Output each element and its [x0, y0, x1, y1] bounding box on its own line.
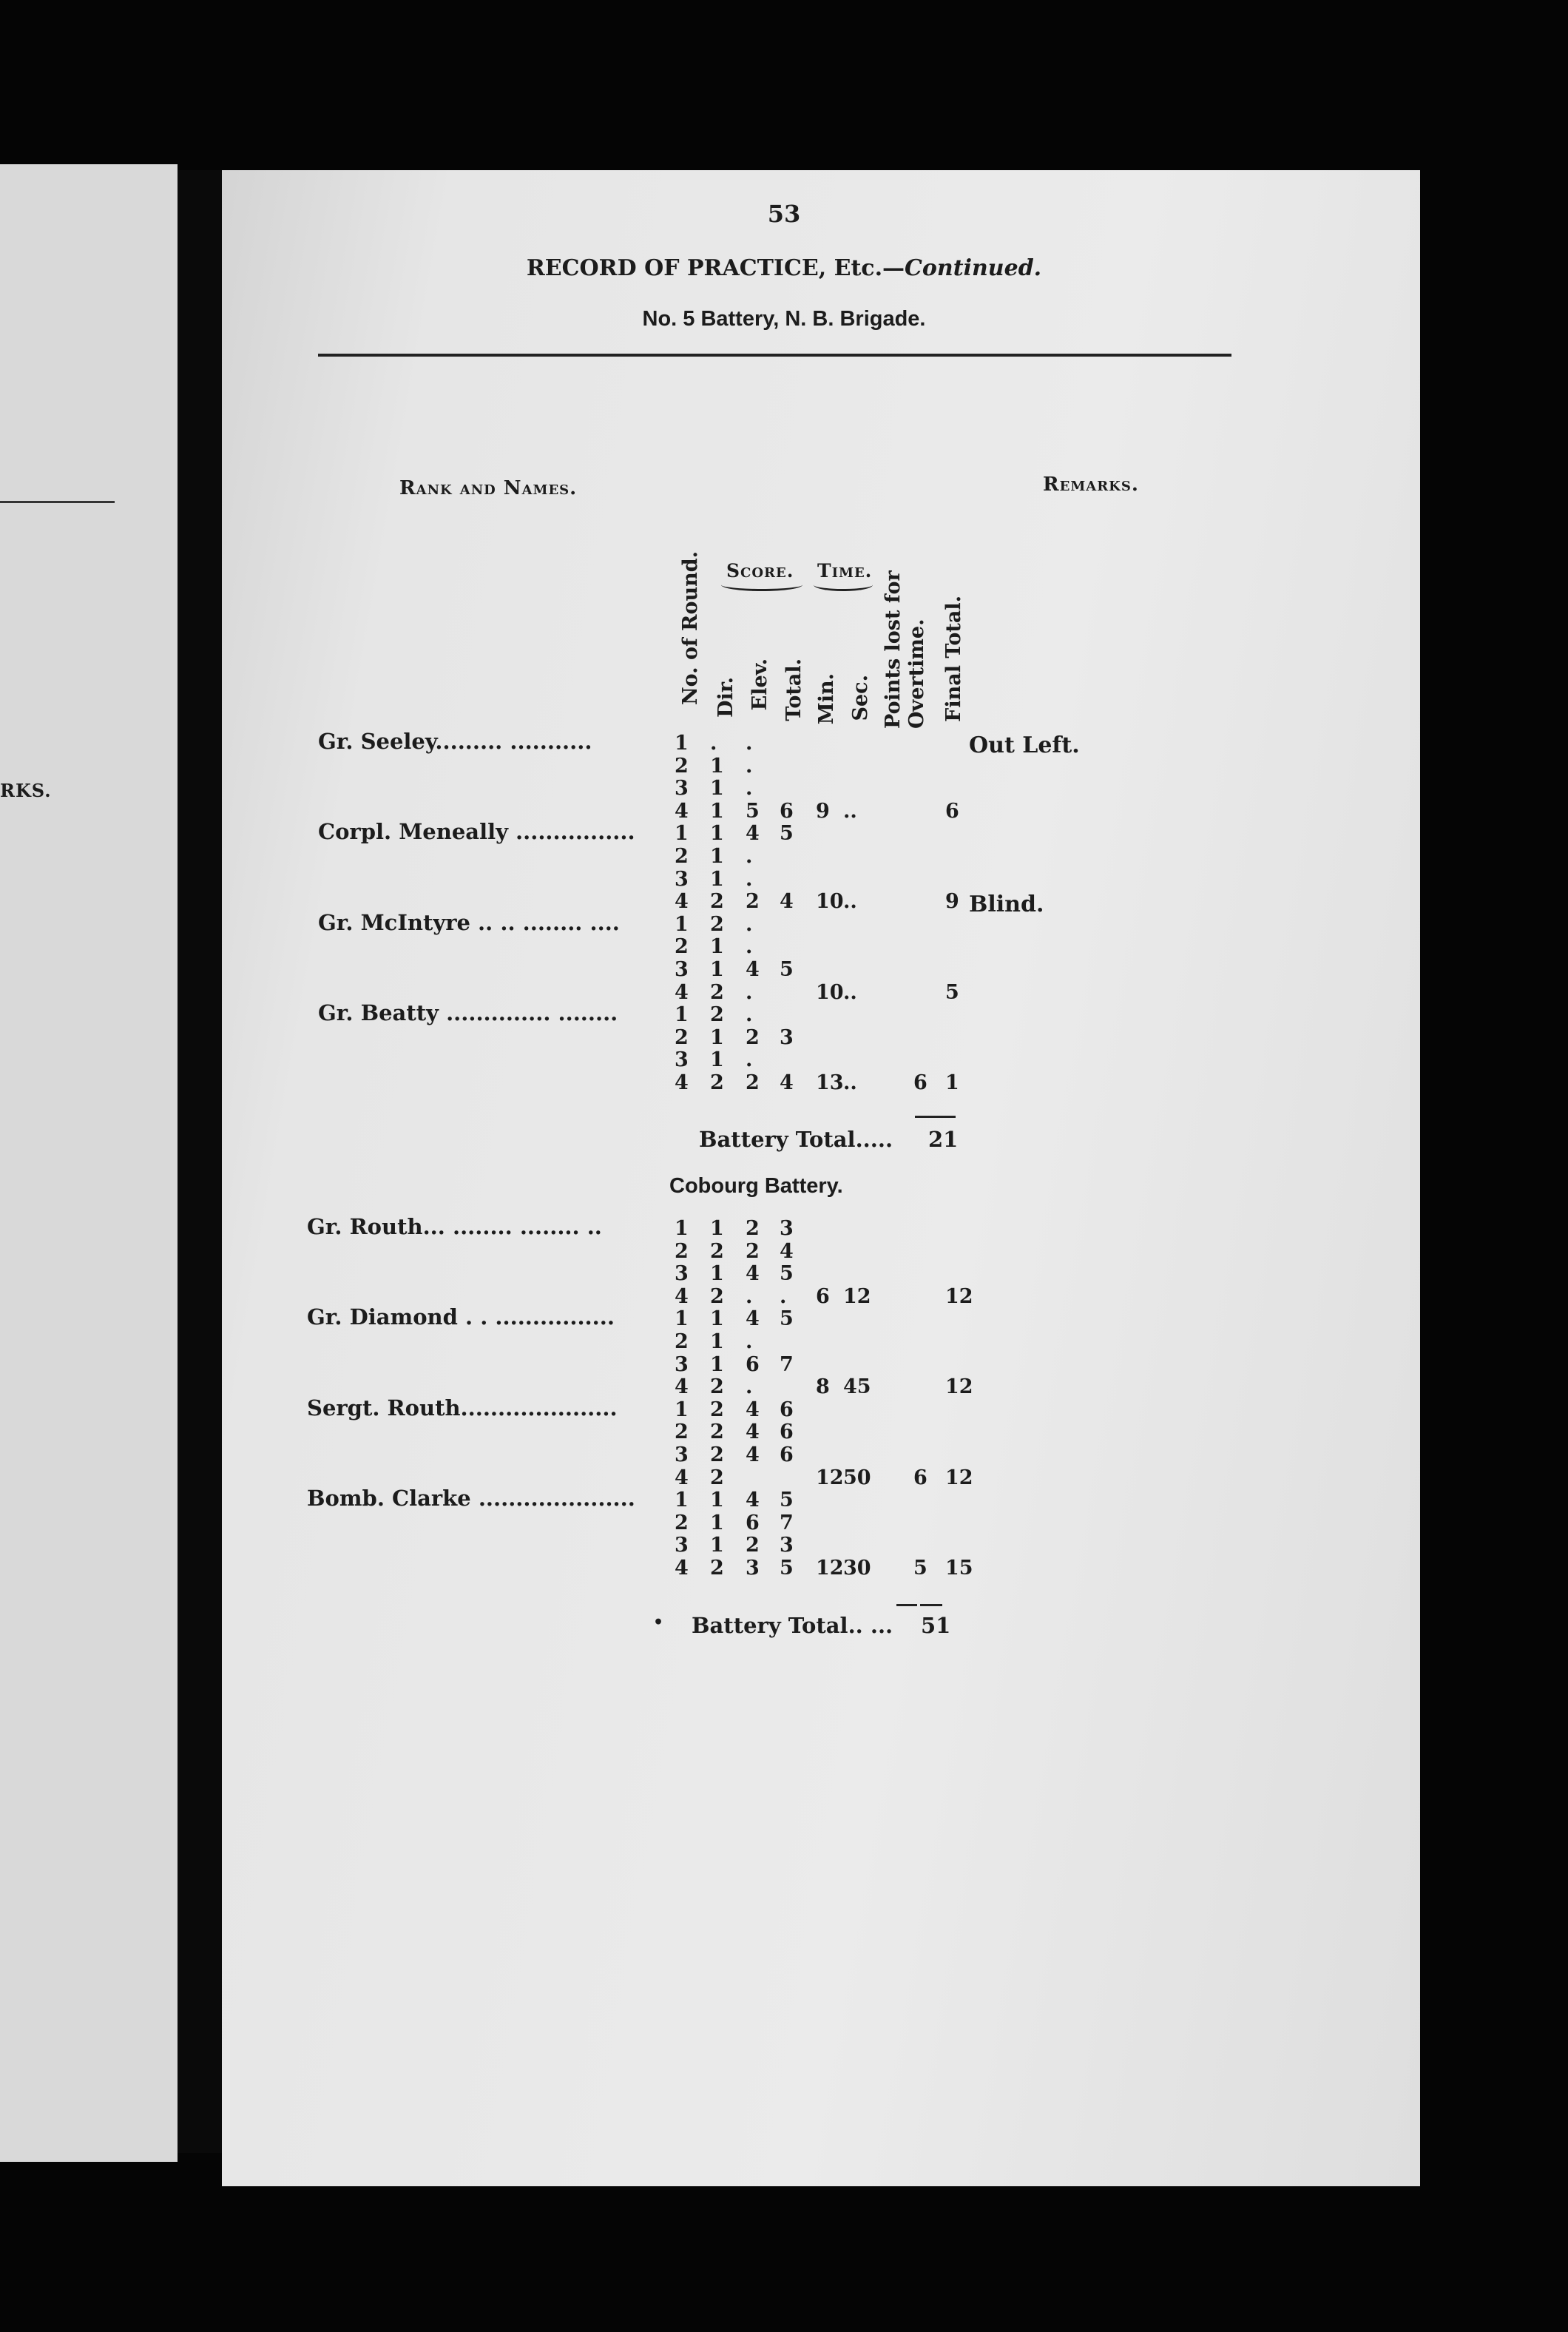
section1-row-10-dir: 1 — [710, 958, 724, 981]
section1-row-6-dir: 1 — [710, 867, 724, 891]
section1-row-7-final-total: 9 — [945, 890, 959, 914]
section1-name-3: Gr. Beatty .............. ........ — [318, 1000, 618, 1026]
section2-row-15-sec: 30 — [843, 1557, 871, 1580]
section1-row-8-round: 1 — [675, 912, 689, 936]
section1-row-5-round: 2 — [675, 845, 689, 868]
section1-row-11-elev: . — [746, 980, 753, 1004]
header-time-group: Time. — [817, 560, 873, 582]
section2-row-13-round: 2 — [675, 1511, 689, 1534]
section1-row-14-elev: . — [746, 1048, 753, 1072]
section2-row-11-dir: 2 — [710, 1466, 724, 1489]
section2-row-15-elev: 3 — [746, 1557, 760, 1580]
section2-row-5-elev: . — [746, 1330, 753, 1353]
battery-total-2-bullet: • — [653, 1613, 664, 1632]
section2-row-3-elev: . — [746, 1284, 753, 1308]
section1-row-7-min: 10 — [816, 890, 844, 914]
section1-row-3-elev: 5 — [746, 799, 760, 823]
header-rule — [318, 354, 1231, 357]
battery-total-2-rule-b — [920, 1604, 942, 1606]
section2-row-10-dir: 2 — [710, 1443, 724, 1466]
section1-row-3-final-total: 6 — [945, 799, 959, 823]
section1-row-7-dir: 2 — [710, 890, 724, 914]
section2-row-1-total: 4 — [780, 1239, 794, 1263]
header-score-group: Score. — [726, 560, 794, 582]
section1-row-7-elev: 2 — [746, 890, 760, 914]
section1-row-7-round: 4 — [675, 890, 689, 914]
header-no-of-round: No. of Round. — [679, 551, 702, 706]
section2-row-11-min: 12 — [816, 1466, 844, 1489]
cobourg-heading: Cobourg Battery. — [669, 1174, 843, 1198]
section2-name-0: Gr. Routh... ........ ........ .. — [307, 1214, 602, 1239]
section1-row-10-total: 5 — [780, 958, 794, 981]
left-page-rule — [0, 501, 115, 503]
section2-row-12-dir: 1 — [710, 1489, 724, 1512]
header-min: Min. — [815, 673, 838, 725]
section1-row-9-dir: 1 — [710, 935, 724, 959]
section2-row-11-points-lost: 6 — [913, 1466, 927, 1489]
section1-row-3-total: 6 — [780, 799, 794, 823]
section1-row-15-points-lost: 6 — [913, 1071, 927, 1094]
section2-row-8-dir: 2 — [710, 1398, 724, 1421]
section1-row-3-dir: 1 — [710, 799, 724, 823]
remark-1: Blind. — [969, 892, 1044, 917]
section2-row-15-min: 12 — [816, 1557, 844, 1580]
section1-row-9-round: 2 — [675, 935, 689, 959]
header-dir: Dir. — [714, 677, 737, 718]
section2-row-15-total: 5 — [780, 1557, 794, 1580]
section1-name-2: Gr. McIntyre .. .. ........ .... — [318, 909, 620, 935]
section1-row-15-round: 4 — [675, 1071, 689, 1094]
section1-row-13-elev: 2 — [746, 1025, 760, 1049]
section2-row-12-total: 5 — [780, 1489, 794, 1512]
section1-row-2-dir: 1 — [710, 777, 724, 801]
header-sec: Sec. — [849, 675, 872, 721]
section2-row-13-elev: 6 — [746, 1511, 760, 1534]
section1-row-4-elev: 4 — [746, 822, 760, 846]
section2-row-15-points-lost: 5 — [913, 1557, 927, 1580]
section1-row-4-dir: 1 — [710, 822, 724, 846]
section1-row-12-elev: . — [746, 1003, 753, 1027]
section2-row-4-round: 1 — [675, 1307, 689, 1331]
section2-row-8-total: 6 — [780, 1398, 794, 1421]
section1-row-15-final-total: 1 — [945, 1071, 959, 1094]
time-brace — [814, 579, 873, 591]
section2-row-13-dir: 1 — [710, 1511, 724, 1534]
section1-row-14-dir: 1 — [710, 1048, 724, 1072]
section2-row-5-round: 2 — [675, 1330, 689, 1353]
header-total: Total. — [783, 658, 805, 721]
section1-row-5-elev: . — [746, 845, 753, 868]
section2-row-7-min: 8 — [816, 1375, 830, 1399]
section1-row-11-min: 10 — [816, 980, 844, 1004]
left-page-fragment: RKS. — [0, 780, 52, 801]
section2-row-10-round: 3 — [675, 1443, 689, 1466]
section2-row-8-round: 1 — [675, 1398, 689, 1421]
section1-row-3-min: 9 — [816, 799, 830, 823]
section2-row-5-dir: 1 — [710, 1330, 724, 1353]
section1-name-0: Gr. Seeley......... ........... — [318, 729, 592, 754]
section2-row-10-total: 6 — [780, 1443, 794, 1466]
section1-row-10-round: 3 — [675, 958, 689, 981]
section2-row-14-elev: 2 — [746, 1534, 760, 1557]
header-elev: Elev. — [748, 658, 771, 711]
section2-row-2-dir: 1 — [710, 1262, 724, 1286]
section2-row-9-total: 6 — [780, 1421, 794, 1444]
header-remarks: Remarks. — [1043, 474, 1139, 496]
section2-row-6-round: 3 — [675, 1352, 689, 1376]
section2-row-0-total: 3 — [780, 1217, 794, 1240]
header-rank-names: Rank and Names. — [399, 477, 578, 499]
section2-row-7-elev: . — [746, 1375, 753, 1399]
record-title-main: RECORD OF PRACTICE, Etc.— — [526, 255, 905, 281]
battery-total-2-label: Battery Total.. ... — [692, 1613, 893, 1638]
section2-row-2-round: 3 — [675, 1262, 689, 1286]
section2-row-7-sec: 45 — [843, 1375, 871, 1399]
section1-row-6-elev: . — [746, 867, 753, 891]
section1-row-1-elev: . — [746, 754, 753, 778]
section2-name-3: Bomb. Clarke ..................... — [307, 1486, 635, 1512]
section2-row-14-total: 3 — [780, 1534, 794, 1557]
left-page-edge — [0, 164, 178, 2162]
section1-row-5-dir: 1 — [710, 845, 724, 868]
section1-row-3-sec: .. — [843, 799, 857, 823]
section1-row-11-final-total: 5 — [945, 980, 959, 1004]
section1-row-13-total: 3 — [780, 1025, 794, 1049]
section2-row-1-elev: 2 — [746, 1239, 760, 1263]
section1-row-6-round: 3 — [675, 867, 689, 891]
section1-row-0-round: 1 — [675, 732, 689, 755]
record-title-continued: Continued. — [905, 255, 1042, 281]
section2-row-3-min: 6 — [816, 1284, 830, 1308]
section2-row-12-elev: 4 — [746, 1489, 760, 1512]
section2-row-3-dir: 2 — [710, 1284, 724, 1308]
section2-row-9-elev: 4 — [746, 1421, 760, 1444]
section1-row-12-round: 1 — [675, 1003, 689, 1027]
section1-row-8-dir: 2 — [710, 912, 724, 936]
section2-row-4-total: 5 — [780, 1307, 794, 1331]
section2-row-3-final-total: 12 — [945, 1284, 973, 1308]
section2-row-14-dir: 1 — [710, 1534, 724, 1557]
battery-total-2-value: 51 — [921, 1613, 951, 1638]
section2-row-3-sec: 12 — [843, 1284, 871, 1308]
section1-row-4-round: 1 — [675, 822, 689, 846]
section1-row-13-dir: 1 — [710, 1025, 724, 1049]
section1-row-11-sec: .. — [843, 980, 857, 1004]
score-brace — [721, 579, 802, 591]
section2-row-11-sec: 50 — [843, 1466, 871, 1489]
section2-row-15-dir: 2 — [710, 1557, 724, 1580]
page-number: 53 — [767, 200, 801, 228]
section1-row-11-dir: 2 — [710, 980, 724, 1004]
section2-row-12-round: 1 — [675, 1489, 689, 1512]
section2-row-4-dir: 1 — [710, 1307, 724, 1331]
battery-subtitle: No. 5 Battery, N. B. Brigade. — [642, 307, 926, 331]
section2-row-6-total: 7 — [780, 1352, 794, 1376]
section2-row-0-elev: 2 — [746, 1217, 760, 1240]
section1-row-0-dir: . — [710, 732, 717, 755]
section1-row-15-total: 4 — [780, 1071, 794, 1094]
record-title — [0, 255, 1568, 281]
section2-row-3-total: . — [780, 1284, 787, 1308]
section1-row-15-min: 13 — [816, 1071, 844, 1094]
section1-row-15-dir: 2 — [710, 1071, 724, 1094]
section2-row-9-round: 2 — [675, 1421, 689, 1444]
battery-total-1-label: Battery Total..... — [699, 1127, 893, 1152]
header-points-lost: Points lost for Overtime. — [882, 570, 928, 729]
section1-row-7-total: 4 — [780, 890, 794, 914]
section1-row-9-elev: . — [746, 935, 753, 959]
section2-row-11-final-total: 12 — [945, 1466, 973, 1489]
battery-total-1-value: 21 — [928, 1127, 959, 1152]
section2-row-14-round: 3 — [675, 1534, 689, 1557]
section2-row-1-round: 2 — [675, 1239, 689, 1263]
remark-0: Out Left. — [969, 732, 1080, 758]
section1-row-12-dir: 2 — [710, 1003, 724, 1027]
section2-name-2: Sergt. Routh..................... — [307, 1395, 618, 1421]
section2-row-8-elev: 4 — [746, 1398, 760, 1421]
section1-row-1-round: 2 — [675, 754, 689, 778]
section1-row-15-elev: 2 — [746, 1071, 760, 1094]
section2-row-15-round: 4 — [675, 1557, 689, 1580]
section2-row-2-total: 5 — [780, 1262, 794, 1286]
section1-row-4-total: 5 — [780, 822, 794, 846]
section1-row-1-dir: 1 — [710, 754, 724, 778]
section2-row-6-elev: 6 — [746, 1352, 760, 1376]
section1-row-15-sec: .. — [843, 1071, 857, 1094]
section1-row-3-round: 4 — [675, 799, 689, 823]
section2-row-9-dir: 2 — [710, 1421, 724, 1444]
book-spine — [178, 170, 222, 2153]
section1-row-11-round: 4 — [675, 980, 689, 1004]
section2-row-7-final-total: 12 — [945, 1375, 973, 1399]
section2-row-2-elev: 4 — [746, 1262, 760, 1286]
section2-row-11-round: 4 — [675, 1466, 689, 1489]
section1-row-10-elev: 4 — [746, 958, 760, 981]
section1-row-14-round: 3 — [675, 1048, 689, 1072]
section2-row-13-total: 7 — [780, 1511, 794, 1534]
section2-row-0-round: 1 — [675, 1217, 689, 1240]
section1-row-2-elev: . — [746, 777, 753, 801]
section2-row-7-round: 4 — [675, 1375, 689, 1399]
section2-row-0-dir: 1 — [710, 1217, 724, 1240]
section2-row-15-final-total: 15 — [945, 1557, 973, 1580]
battery-total-2-rule-a — [896, 1604, 917, 1606]
section2-name-1: Gr. Diamond . . ................ — [307, 1304, 615, 1330]
section1-row-7-sec: .. — [843, 890, 857, 914]
section1-name-1: Corpl. Meneally ................ — [318, 819, 635, 845]
battery-total-1-rule — [915, 1116, 956, 1118]
section2-row-4-elev: 4 — [746, 1307, 760, 1331]
section2-row-7-dir: 2 — [710, 1375, 724, 1399]
header-final-total: Final Total. — [942, 596, 965, 722]
section2-row-10-elev: 4 — [746, 1443, 760, 1466]
section2-row-1-dir: 2 — [710, 1239, 724, 1263]
section1-row-13-round: 2 — [675, 1025, 689, 1049]
section1-row-0-elev: . — [746, 732, 753, 755]
section2-row-3-round: 4 — [675, 1284, 689, 1308]
section2-row-6-dir: 1 — [710, 1352, 724, 1376]
section1-row-2-round: 3 — [675, 777, 689, 801]
section1-row-8-elev: . — [746, 912, 753, 936]
